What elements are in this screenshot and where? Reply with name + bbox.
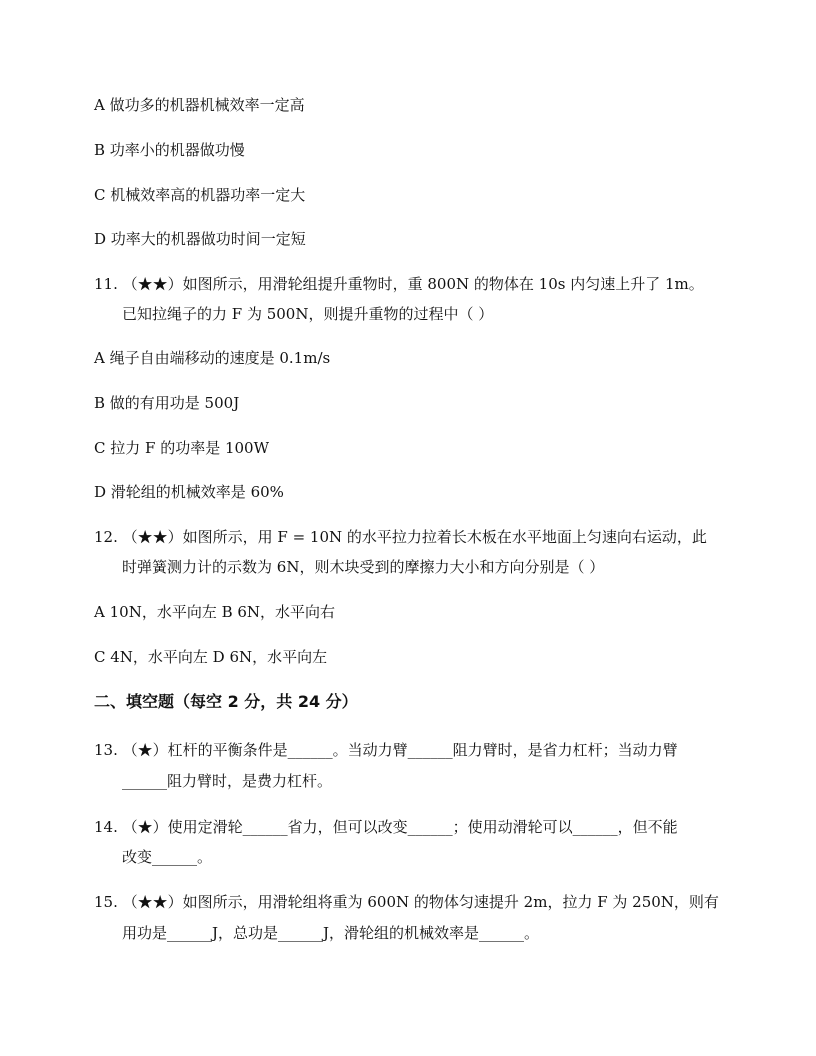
q12-stem-line2: 时弹簧测力计的示数为 6N，则木块受到的摩擦力大小和方向分别是（ ） [122, 558, 605, 576]
section-heading: 二、填空题（每空 2 分，共 24 分） [94, 692, 358, 711]
q13-stem-line2: ______阻力臂时，是费力杠杆。 [122, 772, 333, 790]
q14-stem-line1: 14. （★）使用定滑轮______省力，但可以改变______；使用动滑轮可以______，但不能 [94, 818, 678, 836]
q11-option-b: B 做的有用功是 500J [94, 394, 240, 412]
q13-stem-line1: 13. （★）杠杆的平衡条件是______。当动力臂______阻力臂时，是省力杠杆；当动力臂 [94, 741, 678, 759]
q10-option-b: B 功率小的机器做功慢 [94, 141, 245, 159]
q15-stem-line2: 用功是______J，总功是______J，滑轮组的机械效率是______。 [122, 924, 540, 942]
q11-option-a: A 绳子自由端移动的速度是 0.1m/s [94, 349, 331, 367]
q10-option-c: C 机械效率高的机器功率一定大 [94, 186, 306, 204]
q12-options-cd: C 4N，水平向左 D 6N，水平向左 [94, 648, 328, 666]
q11-option-d: D 滑轮组的机械效率是 60% [94, 483, 284, 501]
q11-stem-line1: 11. （★★）如图所示，用滑轮组提升重物时，重 800N 的物体在 10s 内匀速上升了 1m。 [94, 275, 704, 293]
q11-option-c: C 拉力 F 的功率是 100W [94, 439, 270, 457]
q12-options-ab: A 10N，水平向左 B 6N，水平向右 [94, 603, 336, 621]
q10-option-a: A 做功多的机器机械效率一定高 [94, 96, 305, 114]
q11-stem-line2: 已知拉绳子的力 F 为 500N，则提升重物的过程中（ ） [122, 305, 494, 323]
q15-stem-line1: 15. （★★）如图所示，用滑轮组将重为 600N 的物体匀速提升 2m，拉力 F 为 250N，则有 [94, 893, 719, 911]
q10-option-d: D 功率大的机器做功时间一定短 [94, 230, 306, 248]
q12-stem-line1: 12. （★★）如图所示，用 F = 10N 的水平拉力拉着长木板在水平地面上匀速向右运动，此 [94, 528, 707, 546]
q14-stem-line2: 改变______。 [122, 848, 213, 866]
